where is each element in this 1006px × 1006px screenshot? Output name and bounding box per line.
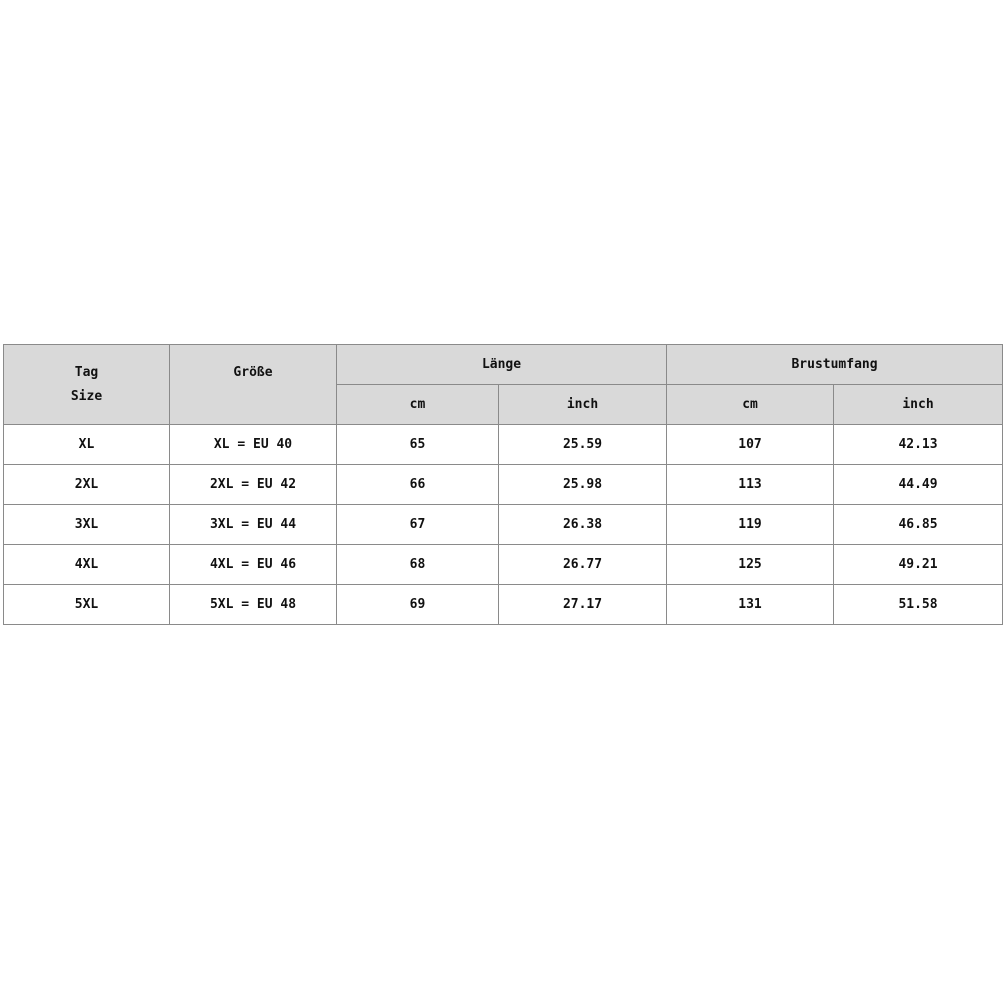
cell-brust-inch: 42.13 xyxy=(834,425,1003,465)
cell-brust-inch: 46.85 xyxy=(834,505,1003,545)
cell-brust-inch: 49.21 xyxy=(834,545,1003,585)
header-groesse xyxy=(170,345,337,425)
cell-laenge-cm: 66 xyxy=(337,465,499,505)
cell-tag: 5XL xyxy=(4,585,170,625)
header-tag-size-line2: Size xyxy=(70,388,103,404)
cell-groesse: 4XL = EU 46 xyxy=(170,545,337,585)
cell-brust-cm: 107 xyxy=(667,425,834,465)
cell-brust-inch: 44.49 xyxy=(834,465,1003,505)
header-brustumfang: Brustumfang xyxy=(667,345,1003,385)
cell-tag: 3XL xyxy=(4,505,170,545)
cell-laenge-cm: 65 xyxy=(337,425,499,465)
cell-groesse: 5XL = EU 48 xyxy=(170,585,337,625)
cell-laenge-inch: 26.77 xyxy=(499,545,667,585)
size-chart-table xyxy=(3,344,1003,625)
cell-brust-cm: 119 xyxy=(667,505,834,545)
cell-groesse: 2XL = EU 42 xyxy=(170,465,337,505)
cell-laenge-cm: 67 xyxy=(337,505,499,545)
cell-tag: 4XL xyxy=(4,545,170,585)
cell-groesse: XL = EU 40 xyxy=(170,425,337,465)
cell-tag: XL xyxy=(4,425,170,465)
table-row xyxy=(4,545,1003,585)
header-laenge: Länge xyxy=(337,345,667,385)
header-groesse-label: Größe xyxy=(233,364,273,380)
cell-laenge-inch: 25.98 xyxy=(499,465,667,505)
header-laenge-inch: inch xyxy=(499,385,667,425)
cell-laenge-inch: 27.17 xyxy=(499,585,667,625)
cell-laenge-cm: 68 xyxy=(337,545,499,585)
cell-brust-inch: 51.58 xyxy=(834,585,1003,625)
cell-brust-cm: 131 xyxy=(667,585,834,625)
table-row xyxy=(4,425,1003,465)
header-tag-size xyxy=(4,345,170,425)
table-row xyxy=(4,465,1003,505)
header-brust-inch: inch xyxy=(834,385,1003,425)
cell-brust-cm: 113 xyxy=(667,465,834,505)
cell-laenge-inch: 25.59 xyxy=(499,425,667,465)
header-brust-cm: cm xyxy=(667,385,834,425)
cell-groesse: 3XL = EU 44 xyxy=(170,505,337,545)
header-tag-size-line1: Tag xyxy=(74,364,99,380)
table-row xyxy=(4,585,1003,625)
header-row-top xyxy=(4,345,1003,385)
cell-tag: 2XL xyxy=(4,465,170,505)
cell-brust-cm: 125 xyxy=(667,545,834,585)
table-row xyxy=(4,505,1003,545)
cell-laenge-inch: 26.38 xyxy=(499,505,667,545)
header-laenge-cm: cm xyxy=(337,385,499,425)
cell-laenge-cm: 69 xyxy=(337,585,499,625)
